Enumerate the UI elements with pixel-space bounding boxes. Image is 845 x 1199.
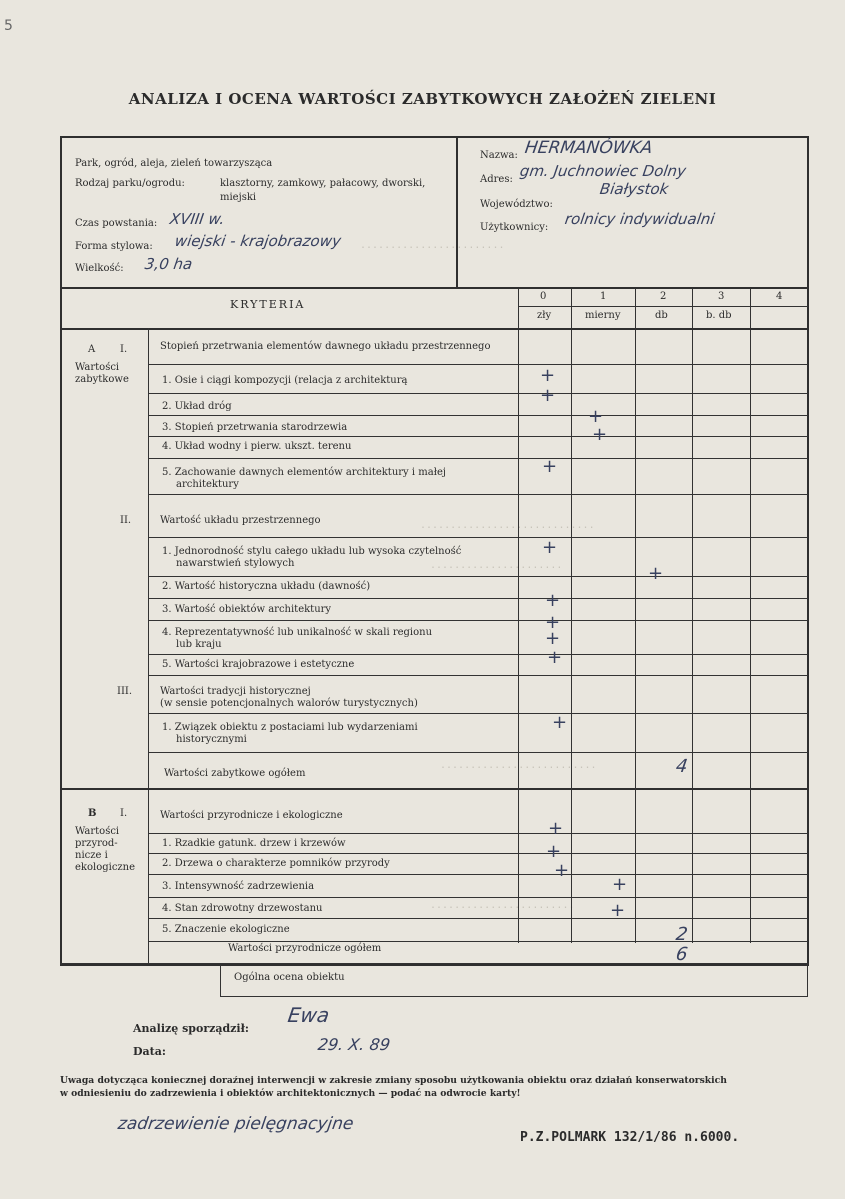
criterion-b-5: 5. Znaczenie ekologiczne — [162, 924, 290, 935]
mark-a1-4: + — [592, 424, 608, 445]
czas-label: Czas powstania: — [75, 218, 158, 229]
score-1: 1 — [600, 291, 607, 302]
signature-text: Ewa — [286, 1003, 331, 1027]
uzytkownicy-label: Użytkownicy: — [480, 222, 549, 233]
section-b-roman: I. — [120, 808, 128, 819]
total-a-label: Wartości zabytkowe ogółem — [164, 768, 306, 779]
score-2: 2 — [660, 291, 667, 302]
criterion-a3-1: 1. Związek obiektu z postaciami lub wydarzeniami — [162, 722, 418, 733]
section-b-name-2: przyrod- — [75, 838, 118, 849]
score-label-2: db — [655, 310, 668, 321]
forma-label: Forma stylowa: — [75, 241, 153, 252]
score-label-3: b. db — [706, 310, 732, 321]
mark-a1-2: + — [540, 385, 556, 406]
criterion-a1-1: 1. Osie i ciągi kompozycji (relacja z architekturą — [162, 375, 408, 386]
section-a-name-2: zabytkowe — [75, 374, 129, 385]
overall-value: 6 — [674, 944, 689, 965]
criterion-a2-2: 2. Wartość historyczna układu (dawność) — [162, 581, 371, 592]
czas-value: XVIII w. — [168, 210, 226, 228]
section-b-name-1: Wartości — [75, 826, 120, 837]
section-a-letter: A — [88, 344, 96, 355]
adres-value-1: gm. Juchnowiec Dolny — [518, 162, 688, 180]
nazwa-value: HERMANÓWKA — [523, 138, 654, 158]
score-4: 4 — [776, 291, 783, 302]
total-a-value: 4 — [674, 756, 689, 777]
kryteria-header: KRYTERIA — [230, 298, 306, 311]
section-a-roman-iii: III. — [117, 686, 133, 697]
mark-a3-1: + — [552, 712, 568, 733]
section-b-name-4: ekologiczne — [75, 862, 136, 873]
group-iii-label-2: (w sensie potencjonalnych walorów turystycznych) — [160, 698, 418, 709]
wielkosc-label: Wielkość: — [75, 263, 124, 274]
criterion-a1-2: 2. Układ dróg — [162, 401, 232, 412]
criterion-a1-4: 4. Układ wodny i pierw. ukszt. terenu — [162, 441, 352, 452]
mark-a1-1: + — [540, 365, 556, 386]
adres-value-2: Białystok — [598, 180, 670, 198]
note-line-2: w odniesieniu do zadrzewienia i obiektów architektonicznych — podać na odwrocie karty! — [60, 1088, 521, 1099]
mark-b-3: + — [612, 874, 628, 895]
criterion-a3-1-cont: historycznymi — [176, 734, 247, 745]
park-label: Park, ogród, aleja, zieleń towarzysząca — [75, 158, 273, 169]
section-b-name-3: nicze i — [75, 850, 108, 861]
group-iii-label-1: Wartości tradycji historycznej — [160, 686, 311, 697]
date-value: 29. X. 89 — [316, 1035, 392, 1054]
note-line-1: Uwaga dotycząca koniecznej doraźnej interwencji w zakresie zmiany sposobu użytkowania obiektu oraz działań konserwatorskich — [60, 1075, 727, 1086]
criterion-b-4: 4. Stan zdrowotny drzewostanu — [162, 903, 323, 914]
page-number: 5 — [4, 18, 13, 34]
criterion-b-1: 1. Rzadkie gatunk. drzew i krzewów — [162, 838, 346, 849]
wojewodztwo-label: Województwo: — [480, 199, 553, 210]
mark-b-2b: + — [554, 860, 570, 881]
score-label-1: mierny — [585, 310, 621, 321]
mark-a2-2: + — [648, 563, 664, 584]
mark-b-4: + — [610, 900, 626, 921]
criterion-a1-3: 3. Stopień przetrwania starodrzewia — [162, 422, 348, 433]
criterion-a2-4: 4. Reprezentatywność lub unikalność w skali regionu — [162, 627, 433, 638]
adres-label: Adres: — [480, 174, 513, 185]
criterion-b-2: 2. Drzewa o charakterze pomników przyrody — [162, 858, 390, 869]
mark-a2-4b: + — [545, 628, 561, 649]
criterion-a2-4-cont: lub kraju — [176, 639, 222, 650]
mark-a1-3: + — [588, 406, 604, 427]
group-i-label: Stopień przetrwania elementów dawnego układu przestrzennego — [160, 341, 491, 352]
criterion-a1-5: 5. Zachowanie dawnych elementów architektury i małej — [162, 467, 446, 478]
mark-a2-1: + — [542, 537, 558, 558]
forma-value: wiejski - krajobrazowy — [173, 232, 343, 250]
criterion-a2-5: 5. Wartości krajobrazowe i estetyczne — [162, 659, 355, 670]
mark-b-2: + — [546, 841, 562, 862]
mark-a2-4: + — [545, 612, 561, 633]
uzytkownicy-value: rolnicy indywidualni — [563, 210, 716, 228]
criterion-a2-3: 3. Wartość obiektów architektury — [162, 604, 332, 615]
score-label-0: zły — [537, 310, 552, 321]
mark-a1-5: + — [542, 456, 558, 477]
overall-label: Ogólna ocena obiektu — [234, 972, 345, 983]
mark-b-1: + — [548, 818, 564, 839]
mark-a2-5: + — [547, 647, 563, 668]
note-handwritten: zadrzewienie pielęgnacyjne — [116, 1114, 355, 1134]
nazwa-label: Nazwa: — [480, 150, 518, 161]
rodzaj-options-1: klasztorny, zamkowy, pałacowy, dworski, — [220, 178, 426, 189]
score-0: 0 — [540, 291, 547, 302]
total-b-label: Wartości przyrodnicze ogółem — [228, 943, 382, 954]
page-title: ANALIZA I OCENA WARTOŚCI ZABYTKOWYCH ZAŁOŻEŃ ZIELENI — [128, 90, 717, 108]
rodzaj-label: Rodzaj parku/ogrodu: — [75, 178, 185, 189]
criterion-a1-5-cont: architektury — [176, 479, 239, 490]
criterion-a2-1: 1. Jednorodność stylu całego układu lub wysoka czytelność — [162, 546, 462, 557]
section-b-letter: B — [88, 808, 97, 819]
printer-code: P.Z.POLMARK 132/1/86 n.6000. — [520, 1130, 740, 1145]
wielkosc-value: 3,0 ha — [143, 255, 194, 273]
data-label: Data: — [133, 1045, 166, 1058]
total-b-value: 2 — [674, 924, 689, 945]
section-a-roman: I. — [120, 344, 128, 355]
section-a-roman-ii: II. — [120, 515, 132, 526]
criterion-b-3: 3. Intensywność zadrzewienia — [162, 881, 315, 892]
section-a-name-1: Wartości — [75, 362, 120, 373]
score-3: 3 — [718, 291, 725, 302]
group-b-label: Wartości przyrodnicze i ekologiczne — [160, 810, 343, 821]
criterion-a2-1-cont: nawarstwień stylowych — [176, 558, 295, 569]
analiza-label: Analizę sporządził: — [133, 1022, 249, 1035]
group-ii-label: Wartość układu przestrzennego — [160, 515, 321, 526]
mark-a2-3: + — [545, 590, 561, 611]
rodzaj-options-2: miejski — [220, 192, 257, 203]
